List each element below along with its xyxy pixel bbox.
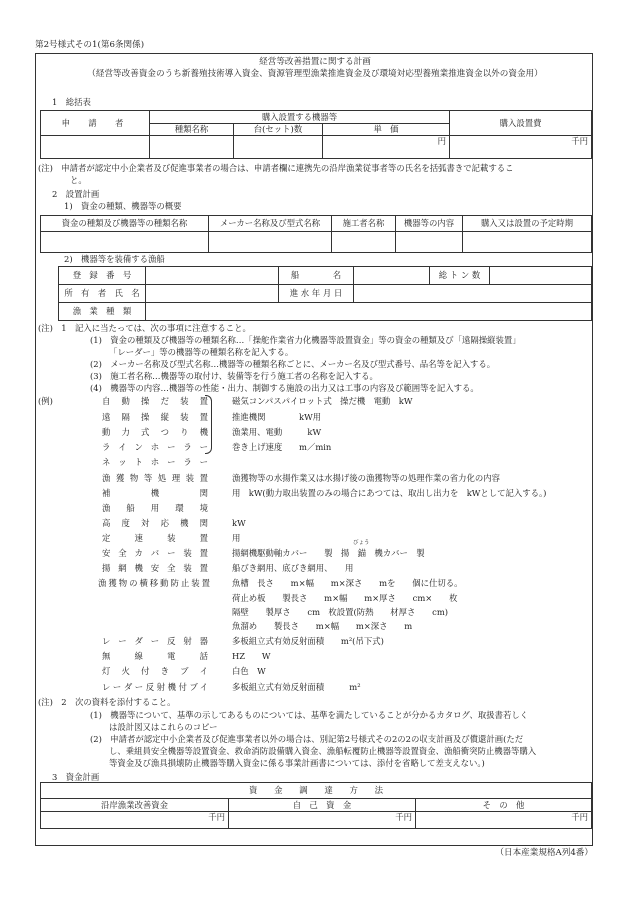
note1-item2: (2) メーカー名称及び型式名称…機器等の種類名称ごとに、メーカー名及び型式番号、品名等を記入する。 [90, 359, 496, 369]
funding-method-label: 資 金 調 達 方 法 [41, 783, 592, 799]
coastal-fund-cell[interactable]: 千円 [41, 812, 229, 829]
example-desc: 漁業用、電動 kW [232, 427, 322, 437]
section2-sub2-heading: 2) 機器等を装備する漁船 [64, 254, 165, 264]
example-name: 揚 網 機 安 全 装 置 [102, 563, 208, 573]
example-desc: 巻き上げ速度 m／min [232, 442, 332, 452]
example-name: 自 動 操 だ 装 置 [102, 396, 208, 406]
note1-item1-line2: 「レーダー」等の機器等の種類名称を記入する。 [109, 347, 294, 357]
example-name: ネ ッ ト ホ ー ラ ー [102, 457, 208, 467]
example-desc: 漁獲物等の水揚作業又は水揚げ後の漁獲物等の処理作業の省力化の内容 [232, 473, 500, 483]
section2-heading: 2 設置計画 [52, 189, 100, 199]
section2-sub1-heading: 1) 資金の種類、機器等の概要 [64, 201, 182, 211]
ship-name-label: 船 名 [279, 267, 354, 285]
form-number: 第2号様式その1(第6条関係) [35, 40, 145, 50]
note2-item2-line2: し、乗組員安全機器等設置資金、救命消防設備購入資金、漁船転覆防止機器等設置資金、漁船衝突防止機器等購入 [109, 746, 537, 756]
fishery-type-label: 漁 業 種 類 [59, 303, 146, 321]
note2-item1-line2: は設計図又はこれらのコピー [109, 722, 218, 732]
fishery-type-cell[interactable] [146, 303, 592, 321]
example-name: 無 線 電 話 [102, 651, 208, 661]
example-name: レーダー反射機付ブイ [102, 682, 208, 692]
other-fund-label: そ の 他 [416, 799, 592, 812]
section3-heading: 3 資金計画 [52, 772, 100, 782]
note2-item2-line3: 等資金及び漁具損壊防止機器等購入資金に係る事業計画書については、添付を省略して差支えない。) [109, 758, 485, 768]
sets-label: 台(セット)数 [234, 124, 323, 136]
example-desc: 船びき網用、底びき網用、 用 [232, 563, 354, 573]
example-name: 漁 船 用 環 境 [102, 503, 208, 513]
note1-item3: (3) 施工者名称…機器等の取付け、装備等を行う施工者の名称を記入する。 [90, 371, 378, 381]
example-desc: 推進機関 kW用 [232, 412, 322, 422]
ship-name-cell[interactable] [354, 267, 430, 285]
owner-cell[interactable] [146, 285, 279, 303]
unit-price-label: 単 価 [323, 124, 450, 136]
type-name-label: 種類名称 [150, 124, 234, 136]
example-desc: 隔壁 製厚さ cm 枚設置(防熱 材厚さ cm) [232, 607, 449, 617]
example-desc: 荷止め板 製長さ m×幅 m×厚さ cm× 枚 [232, 593, 458, 603]
applicant-label: 申 請 者 [41, 111, 150, 136]
example-desc: kW [232, 518, 246, 528]
form-subtitle: （経営等改善資金のうち新養殖技術導入資金、資源管理型漁業推進資金及び環境対応型養殖業推進資金以外の資金用） [87, 69, 543, 79]
example-desc: 揚網機駆動軸カバー 製 揚 錨 機カバー 製 [232, 548, 425, 558]
example-desc: HZ W [232, 651, 271, 661]
equipment-group-label: 購入設置する機器等 [150, 111, 450, 124]
sets-cell[interactable] [234, 136, 323, 159]
type-name-cell[interactable] [150, 136, 234, 159]
reg-no-label: 登 録 番 号 [59, 267, 146, 285]
reg-no-cell[interactable] [146, 267, 279, 285]
example-desc: 白色 W [232, 666, 266, 676]
note1-item1-line1: (1) 資金の種類及び機器等の種類名称…「操舵作業省力化機器等設置資金」等の資金の種類及び「遠隔操縦装置」 [90, 335, 521, 345]
example-name: 遠 隔 操 縦 装 置 [102, 412, 208, 422]
vessel-table [58, 266, 592, 321]
section1-heading: 1 総括表 [52, 97, 91, 107]
paper-size-footer: （日本産業規格A列4番） [495, 848, 593, 858]
example-name: 高 度 対 応 機 関 [102, 518, 208, 528]
funding-table [40, 782, 592, 829]
own-fund-cell[interactable]: 千円 [229, 812, 416, 829]
maker-cell[interactable] [209, 232, 332, 253]
note1-intro: (注) 1 記入に当たっては、次の事項に注意すること。 [38, 323, 251, 333]
examples-label: (例) [38, 396, 53, 406]
contents-header: 機器等の内容 [396, 216, 463, 232]
example-name: ラ イ ン ホ ー ラ ー [102, 442, 208, 452]
note2-intro: (注) 2 次の資料を添付すること。 [38, 697, 176, 707]
equipment-overview-table [40, 215, 592, 253]
note-section1-line1: (注) 申請者が認定中小企業者及び促進事業者の場合は、申請者欄に連携先の沿岸漁業従事者等の氏名を括弧書きで記載するこ [38, 163, 514, 173]
example-desc: 磁気コンパスパイロット式 操だ機 電動 kW [232, 396, 413, 406]
maker-header: メーカー名称及び型式名称 [209, 216, 332, 232]
example-name: 定 速 装 置 [102, 533, 208, 543]
fund-type-header: 資金の種類及び機器等の種類名称 [41, 216, 209, 232]
note1-item4: (4) 機器等の内容…機器等の性能・出力、制御する施設の出力又は工事の内容及び範囲等を記入する。 [90, 383, 479, 393]
launch-label: 進 水 年 月 日 [279, 285, 354, 303]
example-desc: 多板組立式有効反射面積 m² [232, 682, 361, 692]
launch-cell[interactable] [354, 285, 592, 303]
example-name: 動 力 式 つ り 機 [102, 427, 208, 437]
unit-price-cell[interactable]: 円 [323, 136, 450, 159]
owner-label: 所 有 者 氏 名 [59, 285, 146, 303]
example-desc: 用 [232, 533, 241, 543]
ruby-text: びょう [353, 540, 370, 546]
other-fund-cell[interactable]: 千円 [416, 812, 592, 829]
example-desc: 用 kW(動力取出装置のみの場合にあつては、取出し出力を kWとして記入する。) [232, 488, 547, 498]
contents-cell[interactable] [396, 232, 463, 253]
example-name: 漁 獲 物 等 処 理 装 置 [102, 473, 208, 483]
example-name: 灯 火 付 き ブ イ [102, 666, 208, 676]
installer-cell[interactable] [332, 232, 396, 253]
example-name: 漁獲物の横移動防止装置 [98, 578, 210, 588]
example-desc: 多板組立式有効反射面積 m²(吊下式) [232, 636, 384, 646]
installer-header: 施工者名称 [332, 216, 396, 232]
summary-table [40, 110, 592, 159]
cost-cell[interactable]: 千円 [450, 136, 592, 159]
schedule-cell[interactable] [463, 232, 592, 253]
example-desc: 魚槽 長さ m×幅 m×深さ mを 個に仕切る。 [232, 578, 463, 588]
example-name: 補 機 関 [102, 488, 208, 498]
example-name: 安 全 カ バ ー 装 置 [102, 548, 208, 558]
own-fund-label: 自 己 資 金 [229, 799, 416, 812]
coastal-fund-label: 沿岸漁業改善資金 [41, 799, 229, 812]
example-desc: 魚溜め 製長さ m×幅 m×深さ m [232, 621, 413, 631]
schedule-header: 購入又は設置の予定時期 [463, 216, 592, 232]
tonnage-label: 総 ト ン 数 [430, 267, 490, 285]
note2-item1-line1: (1) 機器等について、基準の示してあるものについては、基準を満たしていることが分かるカタログ、取扱書若しく [90, 710, 529, 720]
note2-item2-line1: (2) 申請者が認定中小企業者及び促進事業者以外の場合は、別記第2号様式その2の2の収支計画及び償還計画(ただ [90, 734, 524, 744]
form-title: 経営等改善措置に関する計画 [259, 57, 371, 67]
example-name: レ ー ダ ー 反 射 器 [102, 636, 208, 646]
applicant-cell[interactable] [41, 136, 150, 159]
fund-type-cell[interactable] [41, 232, 209, 253]
note-section1-line2: と。 [70, 175, 87, 185]
cost-label: 購入設置費 [450, 111, 592, 136]
tonnage-cell[interactable] [490, 267, 592, 285]
